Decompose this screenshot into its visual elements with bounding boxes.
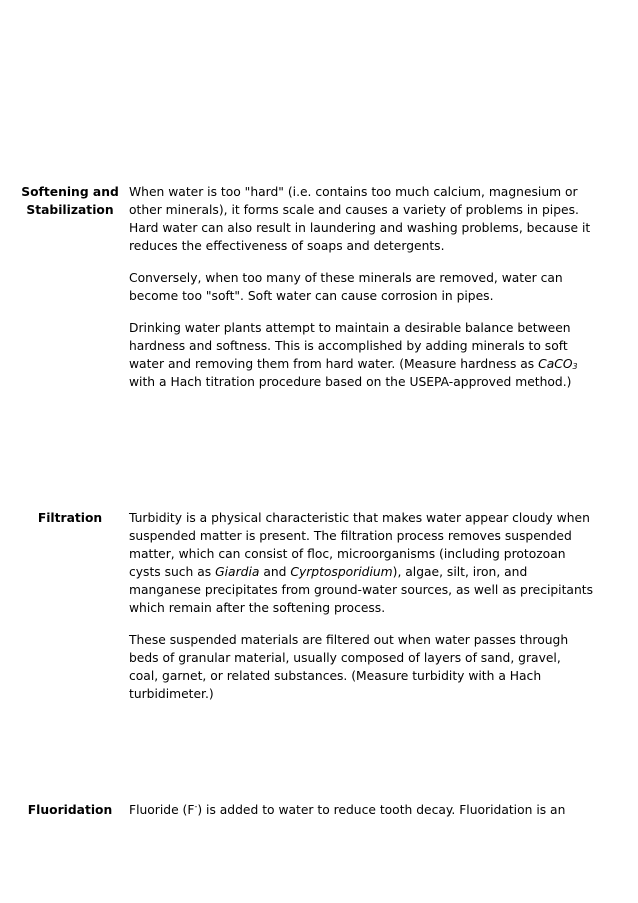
- formula-text: CaCO: [538, 357, 573, 371]
- text-run: Turbidity is a physical characteristic that makes water appear cloudy when suspended matter is present. The filtration process removes suspended matter, which can consist of floc, microorganisms (including protozoan cysts such as: [129, 511, 590, 579]
- paragraph: [129, 509, 593, 617]
- text-run: ), algae, silt, iron, and manganese precipitates from ground-water sources, as well as precipitants which remain after the softening process.: [129, 565, 593, 615]
- heading-line-1: Softening and: [21, 185, 119, 199]
- organism-name: Giardia: [215, 565, 260, 579]
- section-body-softening: [129, 183, 593, 391]
- section-heading-fluoridation: Fluoridation: [27, 803, 113, 817]
- paragraph: These suspended materials are filtered out when water passes through beds of granular material, usually composed of layers of sand, gravel, coal, garnet, or related substances. (Measure turbidity with a Hach turbidimeter.): [129, 633, 569, 701]
- ion-charge: -: [194, 802, 198, 811]
- paragraph: When water is too "hard" (i.e. contains too much calcium, magnesium or other minerals), it forms scale and causes a variety of problems in pipes. Hard water can also result in laundering and washing problems, because it reduces the effectiveness of soaps and detergents.: [129, 185, 591, 253]
- text-run: and: [259, 565, 291, 579]
- chemical-formula: [538, 357, 577, 371]
- text-run: Drinking water plants attempt to maintain a desirable balance between hardness and softness. This is accomplished by adding minerals to soft water and removing them from hard water. (Measure hardness as: [129, 321, 571, 371]
- section-heading-filtration: Filtration: [37, 511, 103, 525]
- paragraph: Conversely, when too many of these minerals are removed, water can become too "soft". Soft water can cause corrosion in pipes.: [129, 271, 563, 303]
- organism-name: Cyrptosporidium: [290, 565, 393, 579]
- section-heading-softening: [20, 183, 120, 219]
- formula-subscript: 3: [572, 362, 578, 371]
- paragraph: [129, 801, 593, 819]
- text-run: with a Hach titration procedure based on the USEPA-approved method.): [129, 375, 572, 389]
- heading-line-2: Stabilization: [26, 203, 114, 217]
- paragraph: [129, 319, 593, 391]
- section-body-fluoridation: [129, 801, 593, 819]
- text-run: ) is added to water to reduce tooth decay. Fluoridation is an: [197, 803, 566, 817]
- section-body-filtration: [129, 509, 593, 703]
- text-run: Fluoride (F: [129, 803, 195, 817]
